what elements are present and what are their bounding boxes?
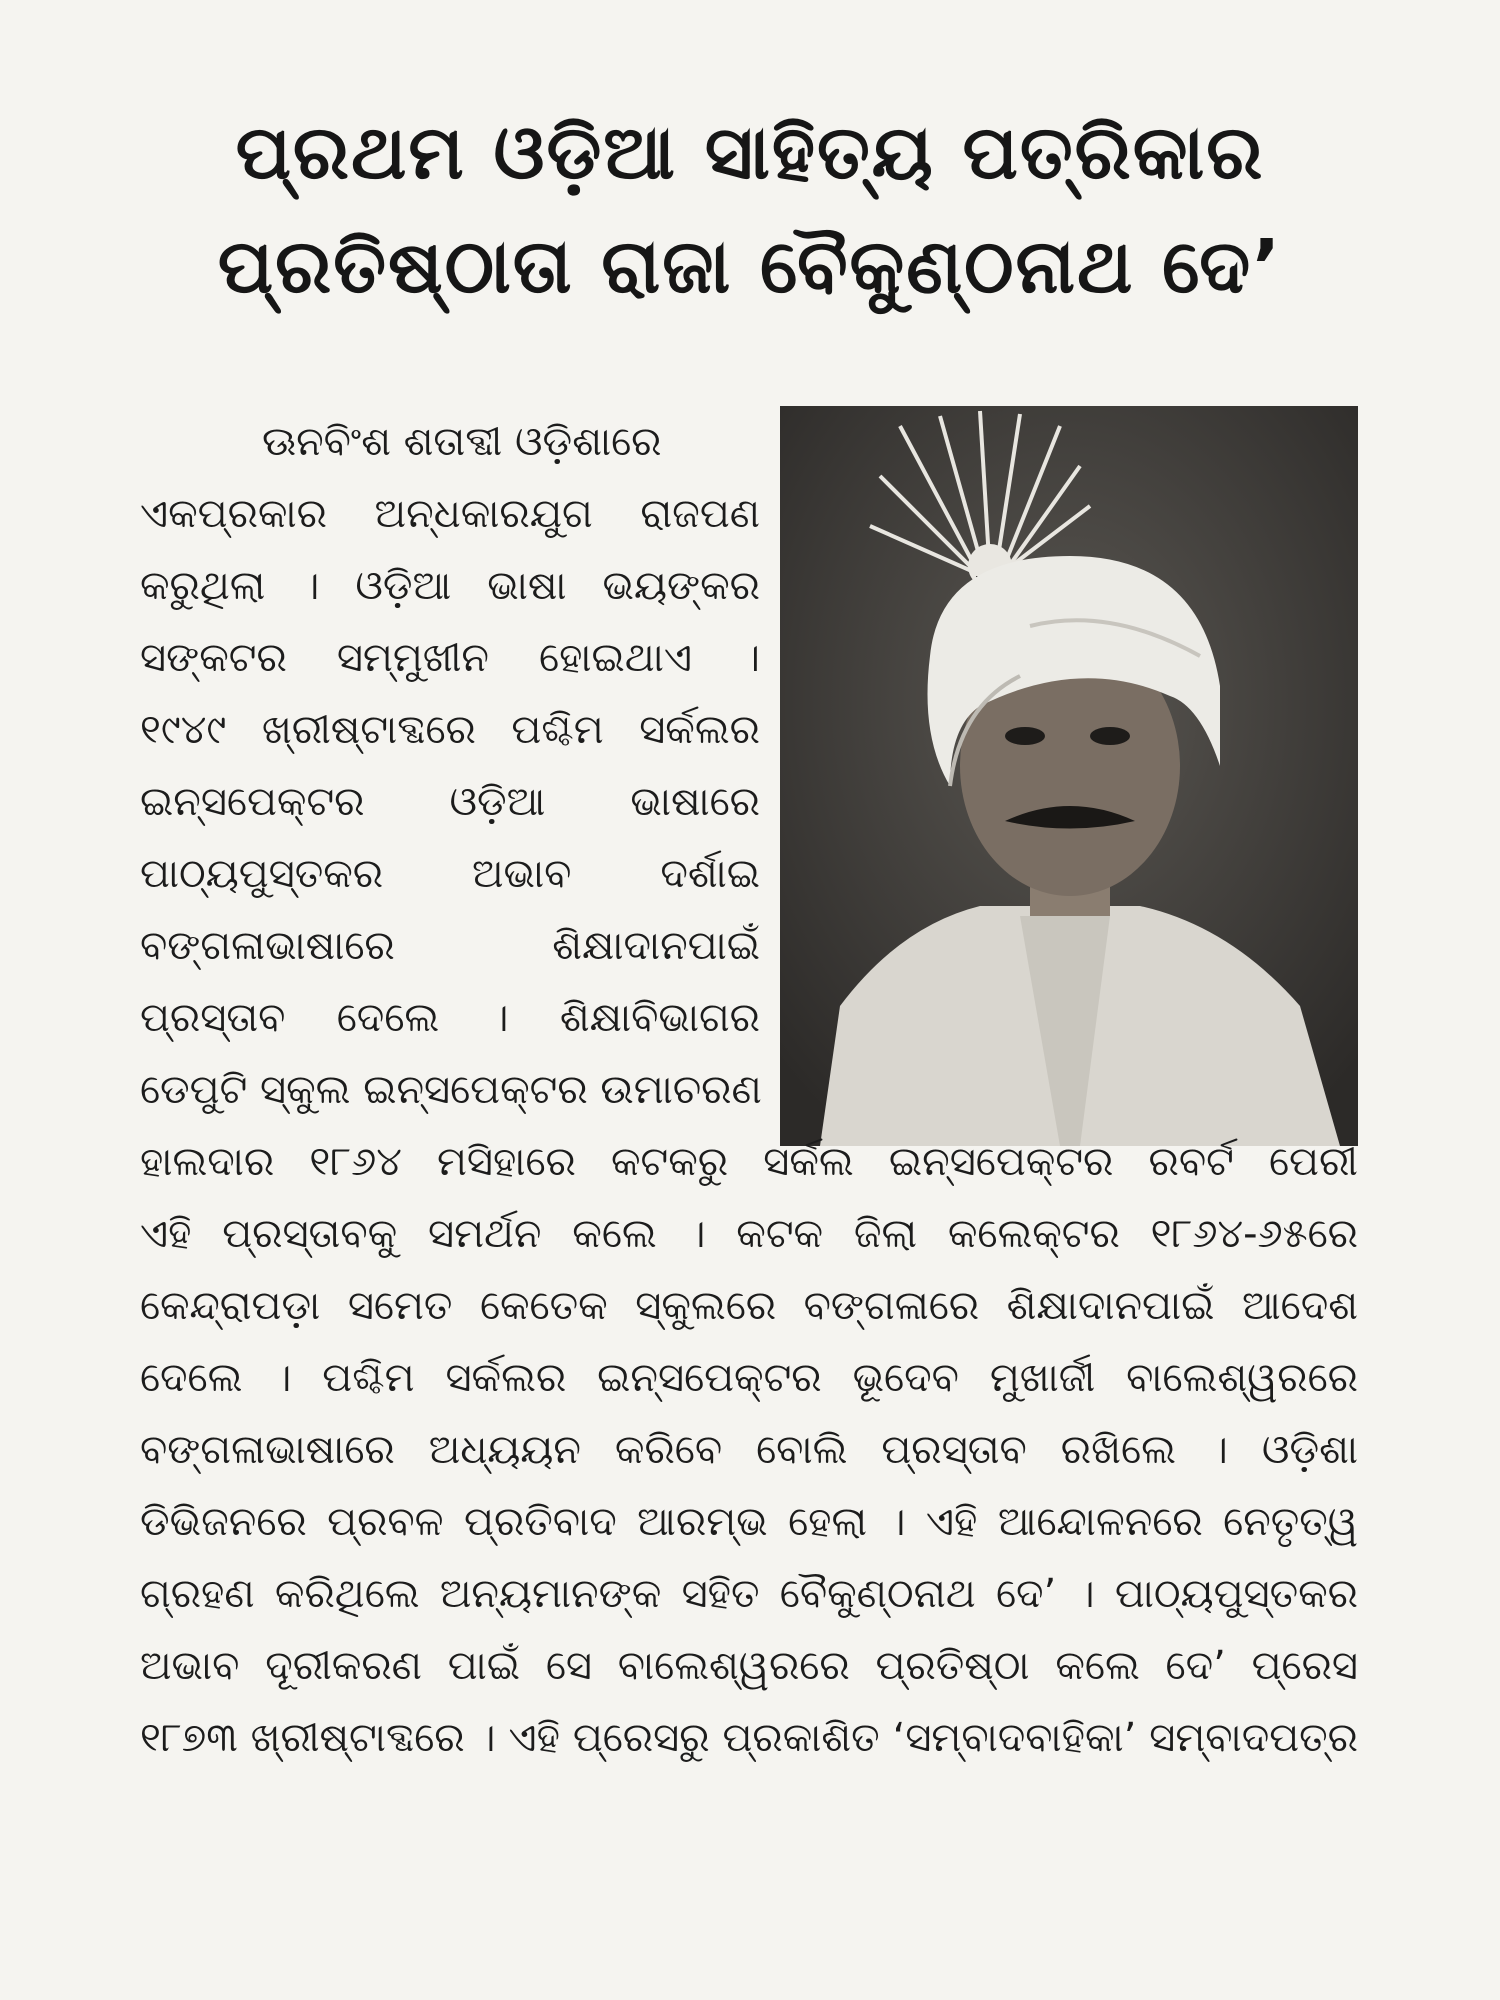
text-line: ଇନ୍ସପେକ୍ଟର ଓଡ଼ିଆ ଭାଷାରେ <box>140 779 760 825</box>
text-line: ଏହି ପ୍ରସ୍ତାବକୁ ସମର୍ଥନ କଲେ । କଟକ ଜିଲା କଲେକ୍ଟର ୧୮୬୪-୬୫ରେ <box>140 1211 1358 1257</box>
text-line: ପାଠ୍ୟପୁସ୍ତକର ଅଭାବ ଦର୍ଶାଇ <box>140 851 760 897</box>
text-line: ଏକପ୍ରକାର ଅନ୍ଧକାରଯୁଗ ରାଜପଣ <box>140 491 760 537</box>
text-line: ଡିଭିଜନରେ ପ୍ରବଳ ପ୍ରତିବାଦ ଆରମ୍ଭ ହେଲା । ଏହି ଆନ୍ଦୋଳନରେ ନେତୃତ୍ୱ <box>140 1499 1358 1545</box>
text-line: ବଙ୍ଗଳାଭାଷାରେ ଶିକ୍ଷାଦାନପାଇଁ <box>140 923 760 969</box>
text-line: ପ୍ରସ୍ତାବ ଦେଲେ । ଶିକ୍ଷାବିଭାଗର <box>140 995 760 1041</box>
text-line: ସଙ୍କଟର ସମ୍ମୁଖୀନ ହୋଇଥାଏ । <box>140 635 760 681</box>
article-title-line-2: ପ୍ରତିଷ୍ଠାତା ରାଜା ବୈକୁଣ୍ଠନାଥ ଦେ’ <box>217 224 1283 310</box>
portrait-photo <box>780 406 1358 1146</box>
text-line: ଊନବିଂଶ ଶତାବ୍ଦୀ ଓଡ଼ିଶାରେ <box>262 419 662 465</box>
text-line: ହାଲଦାର ୧୮୬୪ ମସିହାରେ କଟକରୁ ସର୍କଲ ଇନ୍ସପେକ୍ଟର ରବର୍ଟ ପେରୀ <box>140 1139 1358 1185</box>
text-line: କେନ୍ଦ୍ରାପଡ଼ା ସମେତ କେତେକ ସ୍କୁଲରେ ବଙ୍ଗଳାରେ ଶିକ୍ଷାଦାନପାଇଁ ଆଦେଶ <box>140 1283 1358 1329</box>
portrait-illustration <box>780 406 1358 1146</box>
article-title-line-1: ପ୍ରଥମ ଓଡ଼ିଆ ସାହିତ୍ୟ ପତ୍ରିକାର <box>235 110 1265 196</box>
text-line: ଡେପୁଟି ସ୍କୁଲ ଇନ୍ସପେକ୍ଟର ଉମାଚରଣ <box>140 1067 762 1113</box>
text-line: ବଙ୍ଗଳାଭାଷାରେ ଅଧ୍ୟୟନ କରିବେ ବୋଲି ପ୍ରସ୍ତାବ ରଖିଲେ । ଓଡ଼ିଶା <box>140 1427 1358 1473</box>
text-line: ୧୯୪୯ ଖ୍ରୀଷ୍ଟାବ୍ଦରେ ପଶ୍ଚିମ ସର୍କଲର <box>140 707 760 753</box>
text-line: ଗ୍ରହଣ କରିଥିଲେ ଅନ୍ୟମାନଙ୍କ ସହିତ ବୈକୁଣ୍ଠନାଥ ଦେ’ । ପାଠ୍ୟପୁସ୍ତକର <box>140 1571 1358 1617</box>
text-line: ୧୮୭୩ ଖ୍ରୀଷ୍ଟାବ୍ଦରେ । ଏହି ପ୍ରେସରୁ ପ୍ରକାଶିତ ‘ସମ୍ବାଦବାହିକା’ ସମ୍ବାଦପତ୍ର <box>140 1715 1358 1761</box>
text-line: ଅଭାବ ଦୂରୀକରଣ ପାଇଁ ସେ ବାଲେଶ୍ୱରରେ ପ୍ରତିଷ୍ଠା କଲେ ଦେ’ ପ୍ରେସ <box>140 1643 1358 1689</box>
text-line: ଦେଲେ । ପଶ୍ଚିମ ସର୍କଲର ଇନ୍ସପେକ୍ଟର ଭୂଦେବ ମୁଖାର୍ଜୀ ବାଲେଶ୍ୱରରେ <box>140 1355 1358 1401</box>
text-line: କରୁଥିଲା । ଓଡ଼ିଆ ଭାଷା ଭୟଙ୍କର <box>140 563 760 609</box>
